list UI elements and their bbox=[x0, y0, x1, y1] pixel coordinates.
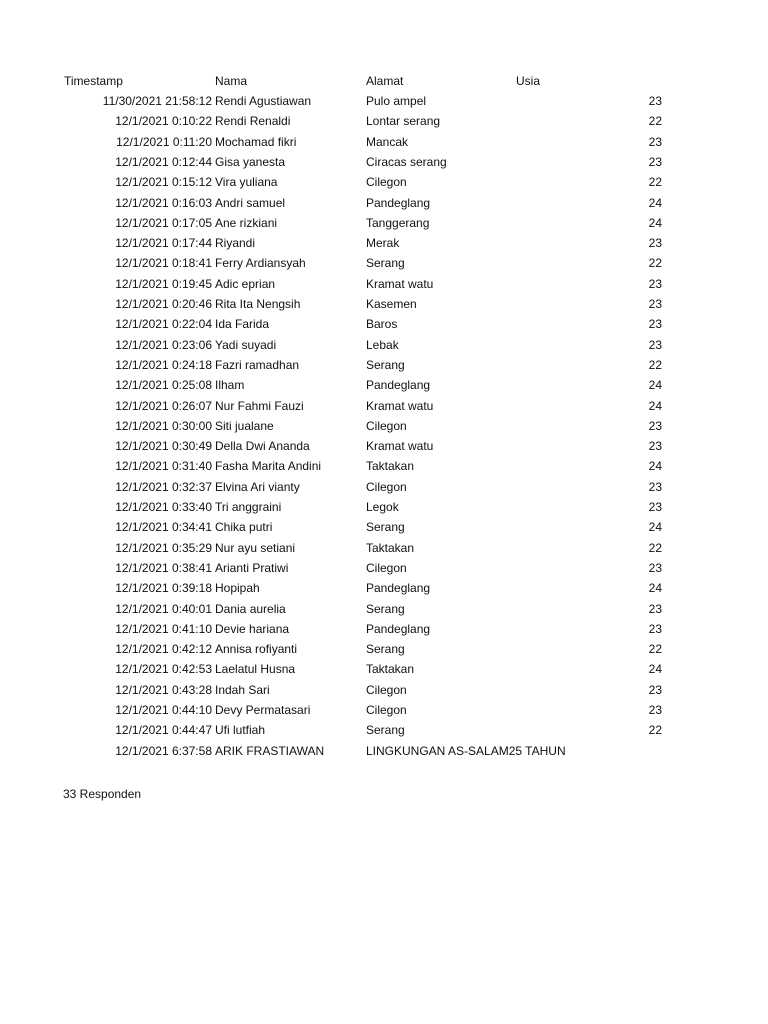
table-row bbox=[0, 456, 768, 476]
cell-timestamp: 12/1/2021 0:40:01 bbox=[115, 601, 212, 616]
cell-usia: 23 bbox=[648, 297, 662, 311]
cell-timestamp: 12/1/2021 0:26:07 bbox=[115, 398, 212, 413]
cell-usia: 24 bbox=[648, 581, 662, 596]
cell-alamat: Kramat watu bbox=[366, 276, 434, 291]
cell-timestamp: 12/1/2021 0:42:12 bbox=[115, 642, 212, 657]
cell-timestamp: 12/1/2021 0:20:46 bbox=[115, 297, 212, 311]
cell-alamat: Serang bbox=[366, 642, 405, 657]
cell-alamat: Tanggerang bbox=[366, 215, 430, 230]
table-row bbox=[0, 558, 768, 578]
cell-nama: Chika putri bbox=[215, 520, 273, 535]
cell-usia: 22 bbox=[648, 114, 662, 129]
cell-timestamp: 12/1/2021 0:31:40 bbox=[115, 459, 212, 474]
table-row bbox=[0, 253, 768, 273]
cell-alamat: Pandeglang bbox=[366, 621, 431, 636]
cell-alamat: Baros bbox=[366, 317, 398, 332]
table-row bbox=[0, 91, 768, 111]
cell-alamat: Serang bbox=[366, 520, 405, 535]
table-row bbox=[0, 578, 768, 598]
cell-alamat: Serang bbox=[366, 601, 405, 616]
table-row bbox=[0, 132, 768, 152]
cell-timestamp: 12/1/2021 0:18:41 bbox=[115, 256, 212, 271]
cell-alamat: Mancak bbox=[366, 134, 409, 149]
cell-usia: 24 bbox=[648, 459, 662, 474]
table-row bbox=[0, 639, 768, 659]
table-row bbox=[0, 436, 768, 456]
cell-usia: 22 bbox=[648, 642, 662, 657]
cell-usia: 23 bbox=[648, 621, 662, 636]
cell-timestamp: 11/30/2021 21:58:12 bbox=[102, 94, 212, 108]
cell-timestamp: 12/1/2021 0:11:20 bbox=[116, 134, 212, 149]
table-row bbox=[0, 152, 768, 172]
cell-timestamp: 12/1/2021 0:15:12 bbox=[115, 175, 212, 190]
cell-timestamp: 12/1/2021 0:17:44 bbox=[115, 236, 212, 251]
cell-alamat: Legok bbox=[366, 500, 399, 514]
cell-timestamp: 12/1/2021 0:42:53 bbox=[115, 662, 212, 677]
table-row bbox=[0, 680, 768, 700]
cell-timestamp: 12/1/2021 0:25:08 bbox=[115, 378, 212, 393]
cell-usia: 22 bbox=[648, 175, 662, 190]
cell-alamat: Cilegon bbox=[366, 560, 407, 575]
cell-timestamp: 12/1/2021 0:10:22 bbox=[115, 114, 212, 129]
cell-timestamp: 12/1/2021 0:12:44 bbox=[115, 154, 212, 169]
cell-nama: Andri samuel bbox=[215, 195, 286, 210]
cell-nama: Arianti Pratiwi bbox=[215, 560, 289, 575]
cell-nama: Fazri ramadhan bbox=[215, 357, 300, 372]
table-row bbox=[0, 335, 768, 355]
table-row bbox=[0, 396, 768, 416]
cell-timestamp: 12/1/2021 0:38:41 bbox=[115, 560, 212, 575]
cell-timestamp: 12/1/2021 0:30:00 bbox=[115, 418, 212, 433]
cell-alamat: Serang bbox=[366, 723, 405, 738]
cell-nama: ARIK FRASTIAWAN bbox=[215, 743, 325, 758]
table-row bbox=[0, 355, 768, 375]
table-row bbox=[0, 599, 768, 619]
table-row bbox=[0, 375, 768, 395]
cell-nama: Mochamad fikri bbox=[215, 134, 297, 149]
cell-nama: Rendi Renaldi bbox=[215, 114, 291, 129]
cell-alamat: Kasemen bbox=[366, 297, 417, 311]
cell-alamat: Lontar serang bbox=[366, 114, 441, 129]
table-header bbox=[0, 71, 768, 91]
cell-alamat: Pulo ampel bbox=[366, 94, 427, 108]
cell-usia: 22 bbox=[648, 540, 662, 555]
cell-nama: Rendi Agustiawan bbox=[215, 94, 312, 108]
cell-nama: Devy Permatasari bbox=[215, 703, 311, 717]
cell-nama: Hopipah bbox=[215, 581, 260, 596]
cell-alamat: LINGKUNGAN AS-SALAM25 TAHUN bbox=[366, 743, 566, 758]
cell-usia: 23 bbox=[648, 703, 662, 717]
cell-usia: 23 bbox=[648, 560, 662, 575]
respondent-count: 33 Responden bbox=[63, 787, 142, 801]
cell-alamat: Cilegon bbox=[366, 418, 407, 433]
cell-alamat: Merak bbox=[366, 236, 400, 251]
cell-timestamp: 12/1/2021 0:44:10 bbox=[115, 703, 212, 717]
table-row bbox=[0, 700, 768, 720]
cell-alamat: Serang bbox=[366, 256, 405, 271]
cell-usia: 23 bbox=[648, 500, 662, 514]
cell-alamat: Ciracas serang bbox=[366, 154, 447, 169]
table-row bbox=[0, 314, 768, 334]
cell-timestamp: 12/1/2021 0:23:06 bbox=[115, 337, 212, 352]
table-row bbox=[0, 172, 768, 192]
table-row bbox=[0, 111, 768, 131]
cell-timestamp: 12/1/2021 0:33:40 bbox=[115, 500, 212, 514]
cell-alamat: Taktakan bbox=[366, 662, 415, 677]
cell-nama: Yadi suyadi bbox=[215, 337, 277, 352]
cell-alamat: Kramat watu bbox=[366, 439, 434, 454]
cell-nama: Ida Farida bbox=[215, 317, 270, 332]
cell-nama: Devie hariana bbox=[215, 621, 290, 636]
cell-usia: 22 bbox=[648, 357, 662, 372]
cell-timestamp: 12/1/2021 6:37:58 bbox=[115, 743, 212, 758]
cell-timestamp: 12/1/2021 0:19:45 bbox=[115, 276, 212, 291]
cell-nama: Gisa yanesta bbox=[215, 154, 286, 169]
cell-alamat: Cilegon bbox=[366, 682, 407, 697]
cell-usia: 23 bbox=[648, 601, 662, 616]
cell-usia: 23 bbox=[648, 479, 662, 494]
cell-nama: Rita Ita Nengsih bbox=[215, 297, 301, 311]
cell-usia: 24 bbox=[648, 215, 662, 230]
cell-nama: Annisa rofiyanti bbox=[215, 642, 298, 657]
table-row bbox=[0, 233, 768, 253]
cell-alamat: Pandeglang bbox=[366, 581, 431, 596]
cell-alamat: Kramat watu bbox=[366, 398, 434, 413]
cell-nama: Ilham bbox=[215, 378, 245, 393]
table-row bbox=[0, 720, 768, 740]
table-row bbox=[0, 477, 768, 497]
cell-nama: Nur Fahmi Fauzi bbox=[215, 398, 304, 413]
table-row bbox=[0, 741, 768, 761]
header-timestamp: Timestamp bbox=[64, 74, 123, 88]
cell-timestamp: 12/1/2021 0:16:03 bbox=[115, 195, 212, 210]
cell-usia: 24 bbox=[648, 195, 662, 210]
cell-alamat: Cilegon bbox=[366, 479, 407, 494]
cell-usia: 22 bbox=[648, 723, 662, 738]
cell-timestamp: 12/1/2021 0:32:37 bbox=[115, 479, 212, 494]
cell-timestamp: 12/1/2021 0:34:41 bbox=[115, 520, 212, 535]
cell-timestamp: 12/1/2021 0:35:29 bbox=[115, 540, 212, 555]
cell-alamat: Cilegon bbox=[366, 703, 407, 717]
cell-nama: Elvina Ari vianty bbox=[215, 479, 300, 494]
cell-nama: Ane rizkiani bbox=[215, 215, 278, 230]
table-row bbox=[0, 517, 768, 537]
cell-timestamp: 12/1/2021 0:24:18 bbox=[115, 357, 212, 372]
cell-usia: 23 bbox=[648, 337, 662, 352]
cell-nama: Riyandi bbox=[215, 236, 256, 251]
cell-timestamp: 12/1/2021 0:22:04 bbox=[115, 317, 212, 332]
cell-nama: Siti jualane bbox=[215, 418, 274, 433]
table-row bbox=[0, 294, 768, 314]
cell-timestamp: 12/1/2021 0:39:18 bbox=[115, 581, 212, 596]
cell-nama: Adic eprian bbox=[215, 276, 276, 291]
cell-usia: 23 bbox=[648, 154, 662, 169]
header-alamat: Alamat bbox=[366, 74, 404, 88]
cell-timestamp: 12/1/2021 0:43:28 bbox=[115, 682, 212, 697]
cell-alamat: Serang bbox=[366, 357, 405, 372]
table-row bbox=[0, 274, 768, 294]
cell-nama: Ufi lutfiah bbox=[215, 723, 266, 738]
cell-usia: 23 bbox=[648, 418, 662, 433]
cell-alamat: Cilegon bbox=[366, 175, 407, 190]
cell-usia: 24 bbox=[648, 398, 662, 413]
cell-usia: 23 bbox=[648, 439, 662, 454]
cell-nama: Vira yuliana bbox=[215, 175, 278, 190]
cell-nama: Della Dwi Ananda bbox=[215, 439, 310, 454]
cell-alamat: Taktakan bbox=[366, 540, 415, 555]
header-usia: Usia bbox=[516, 74, 541, 88]
table-row bbox=[0, 193, 768, 213]
cell-usia: 24 bbox=[648, 378, 662, 393]
cell-alamat: Lebak bbox=[366, 337, 399, 352]
cell-timestamp: 12/1/2021 0:44:47 bbox=[115, 723, 212, 738]
cell-usia: 23 bbox=[648, 682, 662, 697]
table-row bbox=[0, 416, 768, 436]
cell-timestamp: 12/1/2021 0:30:49 bbox=[115, 439, 212, 454]
cell-alamat: Taktakan bbox=[366, 459, 415, 474]
cell-nama: Indah Sari bbox=[215, 682, 270, 697]
cell-usia: 24 bbox=[648, 662, 662, 677]
cell-alamat: Pandeglang bbox=[366, 195, 431, 210]
cell-timestamp: 12/1/2021 0:41:10 bbox=[115, 621, 212, 636]
cell-nama: Tri anggraini bbox=[215, 500, 282, 514]
table-row bbox=[0, 497, 768, 517]
cell-nama: Nur ayu setiani bbox=[215, 540, 296, 555]
cell-usia: 23 bbox=[648, 94, 662, 108]
cell-nama: Laelatul Husna bbox=[215, 662, 296, 677]
cell-nama: Dania aurelia bbox=[215, 601, 286, 616]
header-nama: Nama bbox=[215, 74, 248, 88]
cell-usia: 23 bbox=[648, 236, 662, 251]
cell-nama: Fasha Marita Andini bbox=[215, 459, 322, 474]
table-row bbox=[0, 619, 768, 639]
cell-alamat: Pandeglang bbox=[366, 378, 431, 393]
table-row bbox=[0, 213, 768, 233]
cell-usia: 24 bbox=[648, 520, 662, 535]
cell-usia: 23 bbox=[648, 317, 662, 332]
cell-nama: Ferry Ardiansyah bbox=[215, 256, 306, 271]
cell-timestamp: 12/1/2021 0:17:05 bbox=[115, 215, 212, 230]
cell-usia: 22 bbox=[648, 256, 662, 271]
cell-usia: 23 bbox=[648, 276, 662, 291]
table-row bbox=[0, 659, 768, 679]
table-row bbox=[0, 538, 768, 558]
cell-usia: 23 bbox=[648, 134, 662, 149]
